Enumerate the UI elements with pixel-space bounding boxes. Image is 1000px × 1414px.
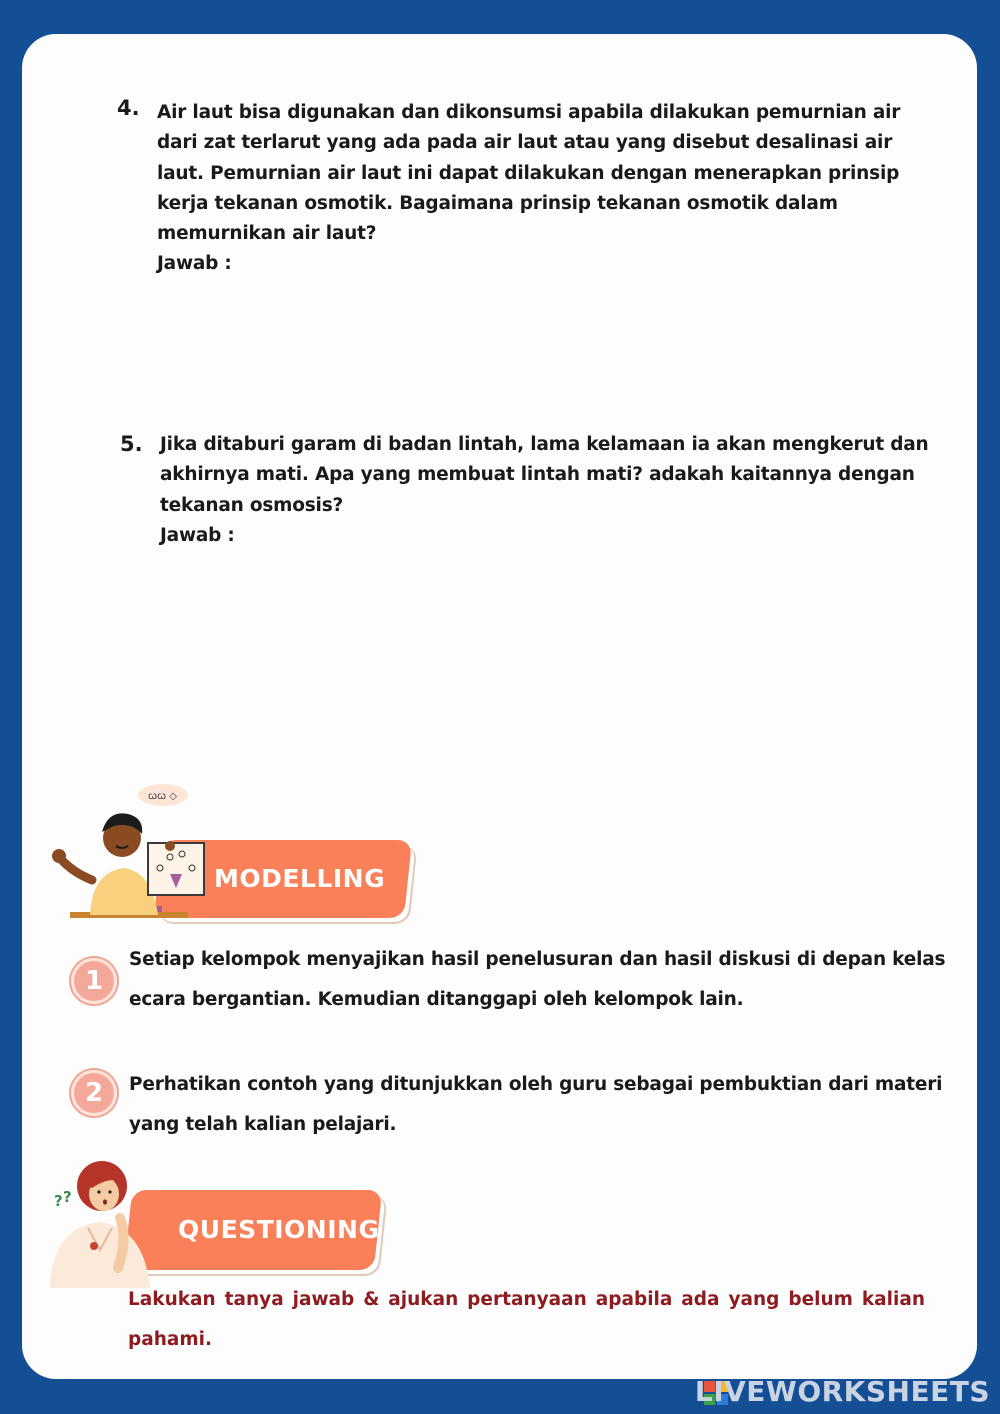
question-4-answer-area[interactable]	[157, 285, 917, 415]
question-5-number: 5.	[120, 432, 143, 456]
liveworksheets-watermark: LIVEWORKSHEETS	[694, 1375, 990, 1408]
question-5-answer-label: Jawab :	[160, 524, 235, 546]
thinking-girl-illustration	[48, 1158, 158, 1293]
step-1-text	[129, 940, 945, 1020]
questioning-instruction-line: Lakukan tanya jawab & ajukan pertanyaan apabila ada yang belum kalian	[128, 1289, 925, 1310]
question-4-line: dari zat terlarut yang ada pada air laut atau yang disebut desalinasi air	[157, 132, 893, 154]
question-4-answer-label: Jawab :	[157, 253, 232, 275]
step-2-line: Perhatikan contoh yang ditunjukkan oleh guru sebagai pembuktian dari materi	[129, 1074, 943, 1095]
step-1-line: Setiap kelompok menyajikan hasil penelusuran dan hasil diskusi di depan kelas	[129, 949, 946, 970]
svg-text:ꞷꞷ ◇: ꞷꞷ ◇	[148, 791, 177, 802]
question-5-text	[160, 430, 929, 551]
question-5-line: akhirnya mati. Apa yang membuat lintah mati? adakah kaitannya dengan	[160, 464, 915, 486]
step-2-line: yang telah kalian pelajari.	[129, 1114, 397, 1135]
question-4-line: Air laut bisa digunakan dan dikonsumsi apabila dilakukan pemurnian air	[157, 102, 901, 123]
step-2-text	[129, 1065, 942, 1145]
question-4-line: laut. Pemurnian air laut ini dapat dilakukan dengan menerapkan prinsip	[157, 162, 900, 184]
question-4-line: memurnikan air laut?	[157, 223, 377, 245]
step-1-badge: 1	[71, 958, 117, 1004]
questioning-instruction-line: pahami.	[128, 1329, 213, 1350]
modelling-title: MODELLING	[214, 864, 386, 893]
question-4-text	[157, 98, 900, 280]
step-1-line: ecara bergantian. Kemudian ditanggapi oleh kelompok lain.	[129, 989, 744, 1010]
question-4-line: kerja tekanan osmotik. Bagaimana prinsip tekanan osmotik dalam	[157, 192, 838, 214]
svg-text:?: ?	[54, 1192, 63, 1210]
question-5-line: tekanan osmosis?	[160, 494, 344, 516]
question-5-line: Jika ditaburi garam di badan lintah, lama kelamaan ia akan mengkerut dan	[160, 434, 929, 455]
questioning-banner	[124, 1190, 382, 1270]
student-presenting-illustration	[52, 780, 212, 925]
step-2-badge: 2	[71, 1070, 117, 1116]
question-5-answer-area[interactable]	[160, 560, 920, 760]
svg-text:?: ?	[63, 1188, 72, 1206]
question-4-number: 4.	[117, 96, 140, 120]
questioning-instruction	[128, 1280, 925, 1360]
questioning-title: QUESTIONING	[178, 1215, 380, 1244]
